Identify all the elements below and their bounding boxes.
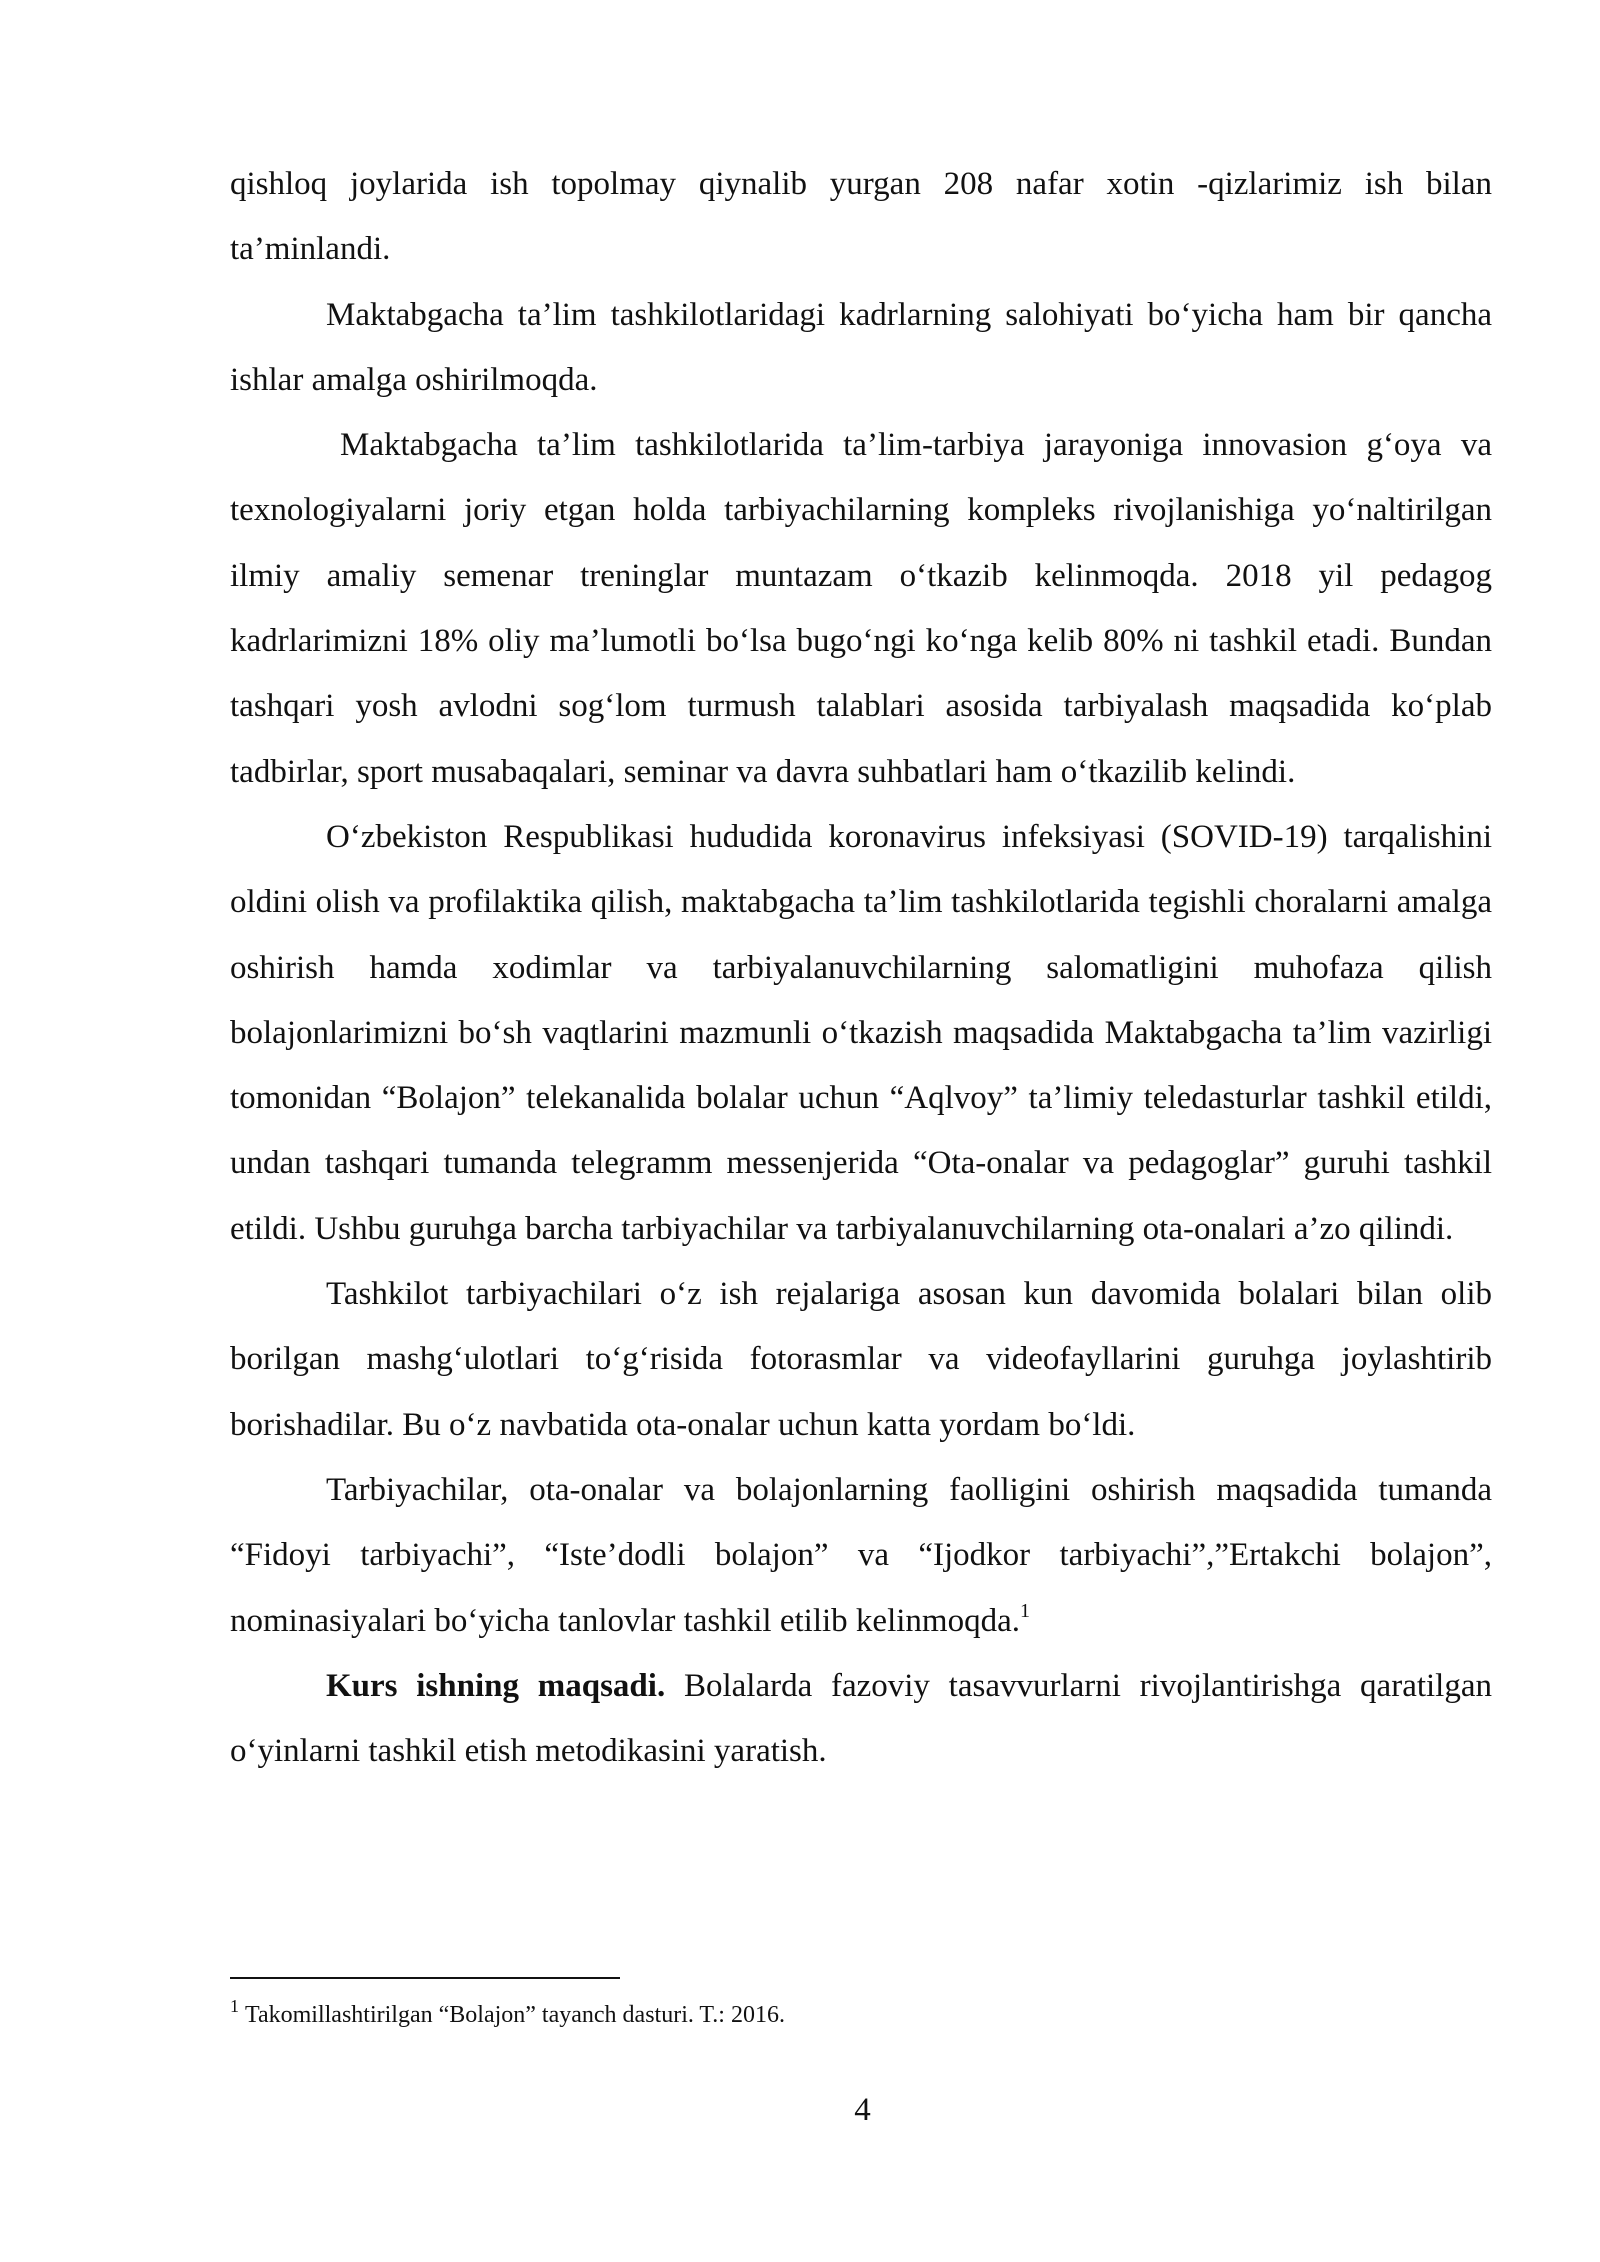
body-text [230, 152, 1492, 1784]
footnote-marker: 1 [230, 1996, 239, 2016]
footnote-reference[interactable]: 1 [1019, 1599, 1030, 1622]
paragraph-1: qishloq joylarida ish topolmay qiynalib yurgan 208 nafar xotin -qizlarimiz ish bilan ta’minlandi. [230, 166, 1492, 268]
paragraph-2: Maktabgacha ta’lim tashkilotlaridagi kadrlarning salohiyati bo‘yicha ham bir qancha ishlar amalga oshirilmoqda. [230, 296, 1492, 398]
paragraph-7 [230, 1654, 1492, 1785]
footnote-text: Takomillashtirilgan “Bolajon” tayanch dasturi. T.: 2016. [245, 2002, 785, 2028]
footnote [230, 1995, 1492, 2035]
paragraph-4: O‘zbekiston Respublikasi hududida koronavirus infeksiyasi (SOVID-19) tarqalishini oldini olish va profilaktika qilish, maktabgacha ta’lim tashkilotlarida tegishli choralarni amalga oshirish hamda xodimlar va tarbiyalanuvchilarning salomatligini muhofaza qilish bolajonlarimizni bo‘sh vaqtlarini mazmunli o‘tkazish maqsadida Maktabgacha ta’lim vazirligi tomonidan “Bolajon” telekanalida bolalar uchun “Aqlvoy” ta’limiy teledasturlar tashkil etildi, undan tashqari tumanda telegramm messenjerida “Ota-onalar va pedagoglar” guruhi tashkil etildi. Ushbu guruhga barcha tarbiyachilar va tarbiyalanuvchilarning ota-onalari a’zo qilindi. [230, 818, 1492, 1247]
course-goal-text: Bolalarda fazoviy tasavvurlarni rivojlantirishga qaratilgan o‘yinlarni tashkil etish metodikasini yaratish. [230, 1667, 1492, 1770]
course-goal-heading: Kurs ishning maqsadi. [326, 1667, 666, 1704]
paragraph-3: Maktabgacha ta’lim tashkilotlarida ta’lim-tarbiya jarayoniga innovasion g‘oya va texnologiyalarni joriy etgan holda tarbiyachilarning kompleks rivojlanishiga yo‘naltirilgan ilmiy amaliy semenar treninglar muntazam o‘tkazib kelinmoqda. 2018 yil pedagog kadrlarimizni 18% oliy ma’lumotli bo‘lsa bugo‘ngi ko‘nga kelib 80% ni tashkil etadi. Bundan tashqari yosh avlodni sog‘lom turmush talablari asosida tarbiyalash maqsadida ko‘plab tadbirlar, sport musabaqalari, seminar va davra suhbatlari ham o‘tkazilib kelindi. [230, 427, 1492, 790]
page-number: 4 [854, 2092, 871, 2128]
paragraph-5: Tashkilot tarbiyachilari o‘z ish rejalariga asosan kun davomida bolalari bilan olib borilgan mashg‘ulotlari to‘g‘risida fotorasmlar va videofayllarini guruhga joylashtirib borishadilar. Bu o‘z navbatida ota-onalar uchun katta yordam bo‘ldi. [230, 1276, 1492, 1443]
paragraph-6 [230, 1458, 1492, 1654]
footnote-separator [230, 1977, 620, 1979]
paragraph-6-text: Tarbiyachilar, ota-onalar va bolajonlarning faolligini oshirish maqsadida tumanda “Fidoyi tarbiyachi”, “Iste’dodli bolajon” va “Ijodkor tarbiyachi”,”Ertakchi bolajon”, nominasiyalari bo‘yicha tanlovlar tashkil etilib kelinmoqda. [230, 1471, 1492, 1639]
